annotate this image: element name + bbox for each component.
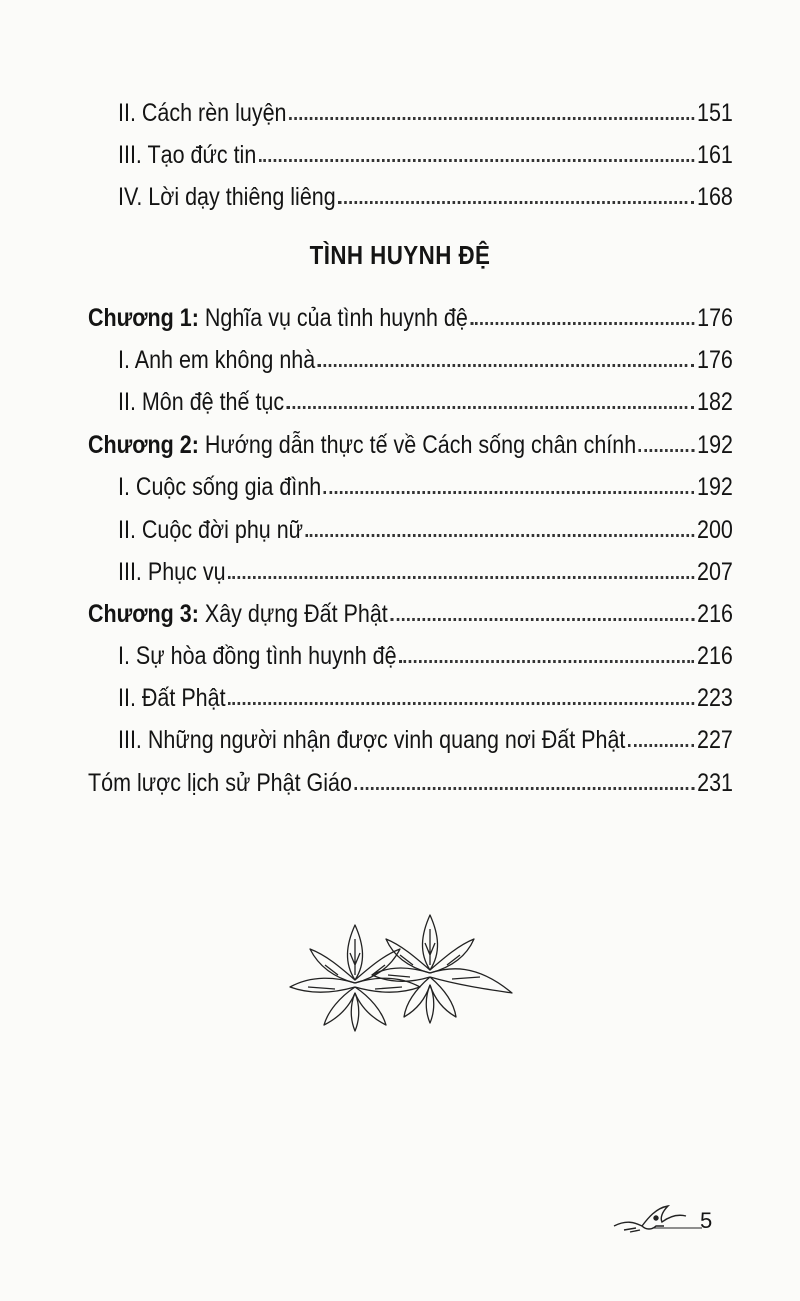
dot-leader xyxy=(287,406,695,409)
toc-entry xyxy=(118,130,733,170)
chapter-name: Xây dựng Đất Phật xyxy=(204,600,388,628)
toc-entry-page: 192 xyxy=(697,473,733,501)
section-heading: TÌNH HUYNH ĐỆ xyxy=(309,240,491,270)
chapter-page: 216 xyxy=(697,600,733,628)
lotus-right-icon xyxy=(372,915,512,1023)
chapter-page: 192 xyxy=(697,431,733,459)
toc-entry xyxy=(118,547,733,587)
dot-leader xyxy=(338,201,694,204)
toc-entry-title: IV. Lời dạy thiêng liêng xyxy=(118,183,336,211)
toc-entry-title: I. Sự hòa đồng tình huynh đệ xyxy=(118,642,397,670)
dot-leader xyxy=(470,322,694,325)
dot-leader xyxy=(259,159,695,162)
toc-entry-page: 231 xyxy=(697,769,733,797)
toc-entry-title: Tóm lược lịch sử Phật Giáo xyxy=(88,769,352,797)
toc-entry-page: 223 xyxy=(697,684,733,712)
toc-entry xyxy=(118,505,733,545)
dot-leader xyxy=(390,618,694,621)
toc-entry-title: III. Những người nhận được vinh quang nơi Đất Phật xyxy=(118,726,626,754)
toc-entry-page: 161 xyxy=(697,141,733,169)
chapter-name: Nghĩa vụ của tình huynh đệ xyxy=(204,304,468,332)
lotus-left-icon xyxy=(290,925,420,1031)
toc-entry-title: I. Cuộc sống gia đình xyxy=(118,473,322,501)
dot-leader xyxy=(289,117,694,120)
toc-entry-page: 216 xyxy=(697,642,733,670)
page-number: 5 xyxy=(700,1208,713,1233)
toc-entry-title: II. Đất Phật xyxy=(118,684,226,712)
toc-entry xyxy=(118,462,733,502)
toc-entry-title: II. Cuộc đời phụ nữ xyxy=(118,516,304,544)
dot-leader xyxy=(639,449,695,452)
dot-leader xyxy=(324,491,695,494)
toc-entry-page: 168 xyxy=(697,183,733,211)
dot-leader xyxy=(355,787,695,790)
toc-entry xyxy=(88,758,733,798)
lotus-flowers-icon xyxy=(280,905,520,1040)
toc-entry-page: 176 xyxy=(697,346,733,374)
chapter-title xyxy=(88,599,388,629)
chapter-page: 176 xyxy=(697,304,733,332)
toc-entry xyxy=(118,335,733,375)
chapter-title xyxy=(88,303,468,333)
toc-entry xyxy=(118,631,733,671)
dot-leader xyxy=(306,534,695,537)
toc-entry-page: 227 xyxy=(697,726,733,754)
dot-leader xyxy=(228,702,694,705)
chapter-label: Chương 1: xyxy=(88,304,199,332)
toc-entry xyxy=(118,172,733,212)
toc-entry-page: 182 xyxy=(697,388,733,416)
toc-entry-page: 207 xyxy=(697,558,733,586)
chapter-name: Hướng dẫn thực tế về Cách sống chân chính xyxy=(204,431,637,459)
toc-entry xyxy=(118,88,733,128)
toc-entry-title: II. Môn đệ thế tục xyxy=(118,388,285,416)
chapter-title xyxy=(88,430,636,460)
bird-ornament-icon xyxy=(612,1200,702,1234)
toc-entry-page: 151 xyxy=(697,99,733,127)
toc-entry xyxy=(118,377,733,417)
dot-leader xyxy=(228,576,694,579)
toc-entry-title: III. Tạo đức tin xyxy=(118,141,257,169)
toc-entry xyxy=(118,673,733,713)
chapter-entry xyxy=(88,420,733,460)
toc-entry-title: III. Phục vụ xyxy=(118,558,226,586)
dot-leader xyxy=(318,364,695,367)
toc-entry-title: II. Cách rèn luyện xyxy=(118,99,287,127)
dot-leader xyxy=(628,744,694,747)
dot-leader xyxy=(399,660,694,663)
chapter-entry xyxy=(88,589,733,629)
chapter-label: Chương 3: xyxy=(88,600,199,628)
chapter-label: Chương 2: xyxy=(88,431,199,459)
toc-entry-title: I. Anh em không nhà xyxy=(118,346,316,374)
toc-entry xyxy=(118,715,733,755)
chapter-entry xyxy=(88,293,733,333)
toc-entry-page: 200 xyxy=(697,516,733,544)
